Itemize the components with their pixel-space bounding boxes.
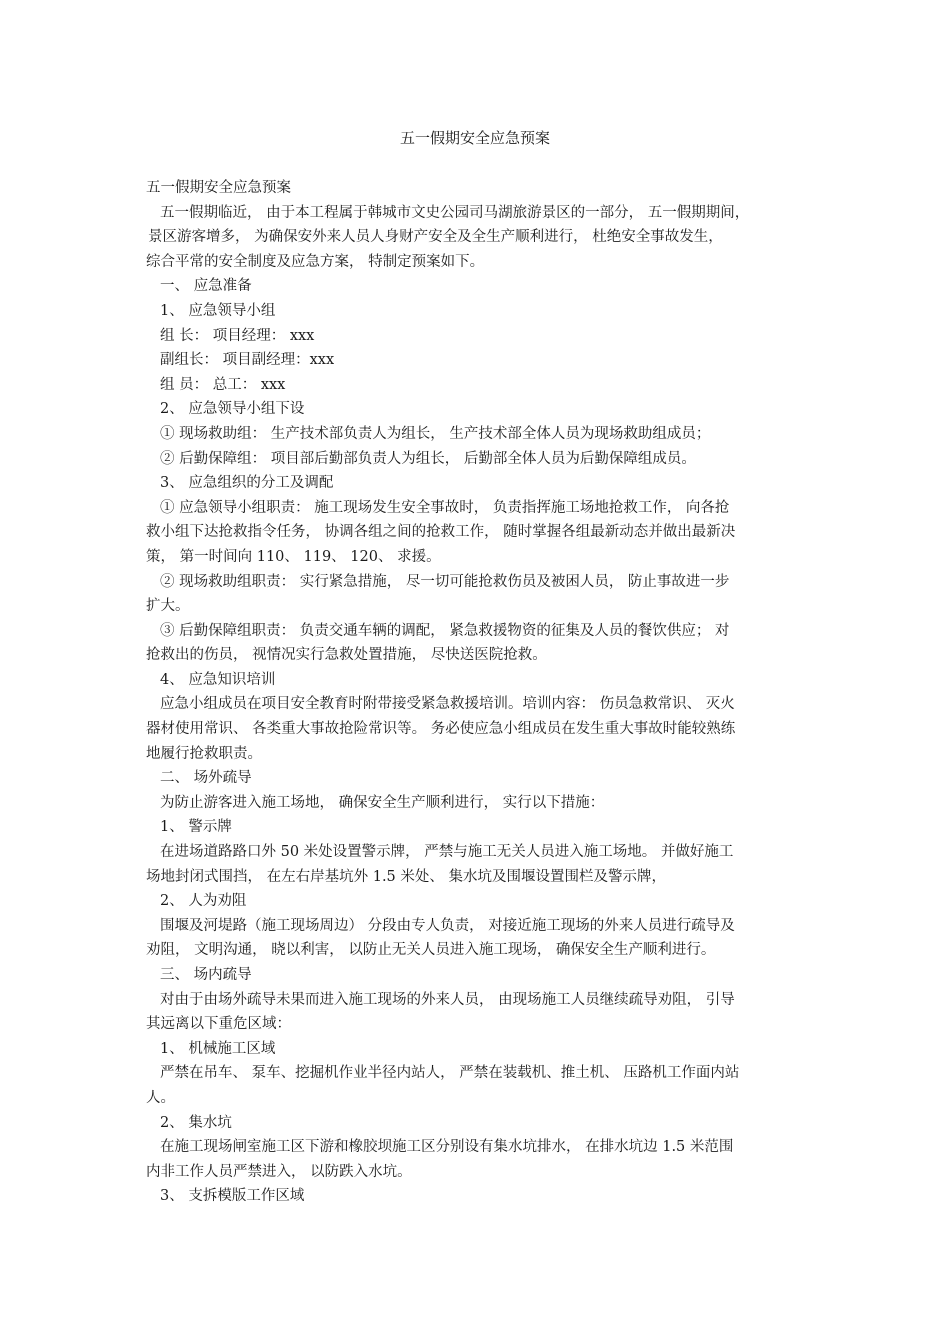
paragraph-line: 综合平常的安全制度及应急方案， 特制定预案如下。 [146, 253, 485, 270]
paragraph-line: ③ 后勤保障组职责： 负责交通车辆的调配， 紧急救援物资的征集及人员的餐饮供应； 对 [160, 622, 730, 639]
paragraph-line: 内非工作人员严禁进入， 以防跌入水坑。 [146, 1163, 412, 1180]
paragraph-line: 劝阻， 文明沟通， 晓以利害， 以防止无关人员进入施工现场， 确保安全生产顺利进行。 [146, 942, 716, 959]
paragraph-line: 围堰及河堤路（施工现场周边） 分段由专人负责， 对接近施工现场的外来人员进行疏导及 [160, 917, 735, 934]
paragraph-line: 场地封闭式围挡， 在左右岸基坑外 1.5 米处、 集水坑及围堰设置围栏及警示牌， [146, 868, 666, 885]
paragraph-line: 景区游客增多， 为确保安外来人员人身财产安全及全生产顺利进行， 杜绝安全事故发生， [148, 229, 723, 246]
document-title: 五一假期安全应急预案 [399, 129, 550, 147]
subsection-heading: 1、 警示牌 [160, 819, 232, 836]
paragraph-line: 应急小组成员在项目安全教育时附带接受紧急救援培训。培训内容： 伤员急救常识、 灭火 [160, 696, 735, 713]
paragraph-line: 其远离以下重危区域： [146, 1016, 291, 1033]
subsection-heading: 2、 应急领导小组下设 [160, 401, 305, 418]
paragraph-line: 组 员： 总工： xxx [160, 376, 286, 393]
section-heading: 三、 场内疏导 [160, 967, 252, 983]
paragraph-line: 对由于由场外疏导未果而进入施工现场的外来人员， 由现场施工人员继续疏导劝阻， 引导 [160, 991, 735, 1008]
subsection-heading: 3、 应急组织的分工及调配 [160, 475, 334, 492]
paragraph-line: 器材使用常识、 各类重大事故抢险常识等。 务必使应急小组成员在发生重大事故时能较熟练 [146, 721, 736, 738]
document-body [146, 176, 816, 1209]
paragraph-line: ① 现场救助组： 生产技术部负责人为组长， 生产技术部全体人员为现场救助组成员； [160, 425, 711, 442]
section-heading: 一、 应急准备 [160, 278, 252, 295]
subsection-heading: 3、 支拆模版工作区域 [160, 1188, 305, 1205]
paragraph-line: 副组长： 项目副经理：xxx [160, 352, 335, 369]
paragraph-line: 为防止游客进入施工场地， 确保安全生产顺利进行， 实行以下措施： [160, 794, 605, 811]
paragraph-line: 五一假期临近， 由于本工程属于韩城市文史公园司马湖旅游景区的一部分， 五一假期期间， [160, 204, 750, 221]
paragraph-line: 策， 第一时间向 110、 119、 120、 求援。 [146, 548, 441, 565]
paragraph-line: ② 后勤保障组： 项目部后勤部负责人为组长， 后勤部全体人员为后勤保障组成员。 [160, 450, 696, 467]
subsection-heading: 1、 机械施工区域 [160, 1040, 276, 1057]
subsection-heading: 4、 应急知识培训 [160, 671, 276, 688]
paragraph-line: 地履行抢救职责。 [146, 745, 262, 762]
paragraph-line: 人。 [146, 1089, 175, 1106]
section-heading: 二、 场外疏导 [160, 770, 252, 787]
paragraph-line: 救小组下达抢救指令任务， 协调各组之间的抢救工作， 随时掌握各组最新动态并做出最新决 [146, 524, 736, 541]
subsection-heading: 2、 集水坑 [160, 1114, 232, 1131]
paragraph-line: ① 应急领导小组职责： 施工现场发生安全事故时， 负责指挥施工场地抢救工作， 向各抢 [160, 499, 730, 516]
subsection-heading: 1、 应急领导小组 [160, 302, 276, 319]
paragraph-line: 在进场道路路口外 50 米处设置警示牌， 严禁与施工无关人员进入施工场地。 并做好施工 [160, 844, 734, 861]
section-heading: 五一假期安全应急预案 [146, 180, 291, 196]
paragraph-line: ② 现场救助组职责： 实行紧急措施， 尽一切可能抢救伤员及被困人员， 防止事故进一步 [160, 573, 730, 590]
subsection-heading: 2、 人为劝阻 [160, 893, 247, 910]
paragraph-line: 扩大。 [146, 598, 190, 615]
paragraph-line: 抢救出的伤员， 视情况实行急救处置措施， 尽快送医院抢救。 [146, 647, 547, 664]
paragraph-line: 组 长： 项目经理： xxx [160, 327, 315, 344]
paragraph-line: 在施工现场闸室施工区下游和橡胶坝施工区分别设有集水坑排水， 在排水坑边 1.5 米范围 [160, 1139, 734, 1156]
paragraph-line: 严禁在吊车、 泵车、挖掘机作业半径内站人， 严禁在装载机、推土机、 压路机工作面内站 [160, 1065, 740, 1082]
